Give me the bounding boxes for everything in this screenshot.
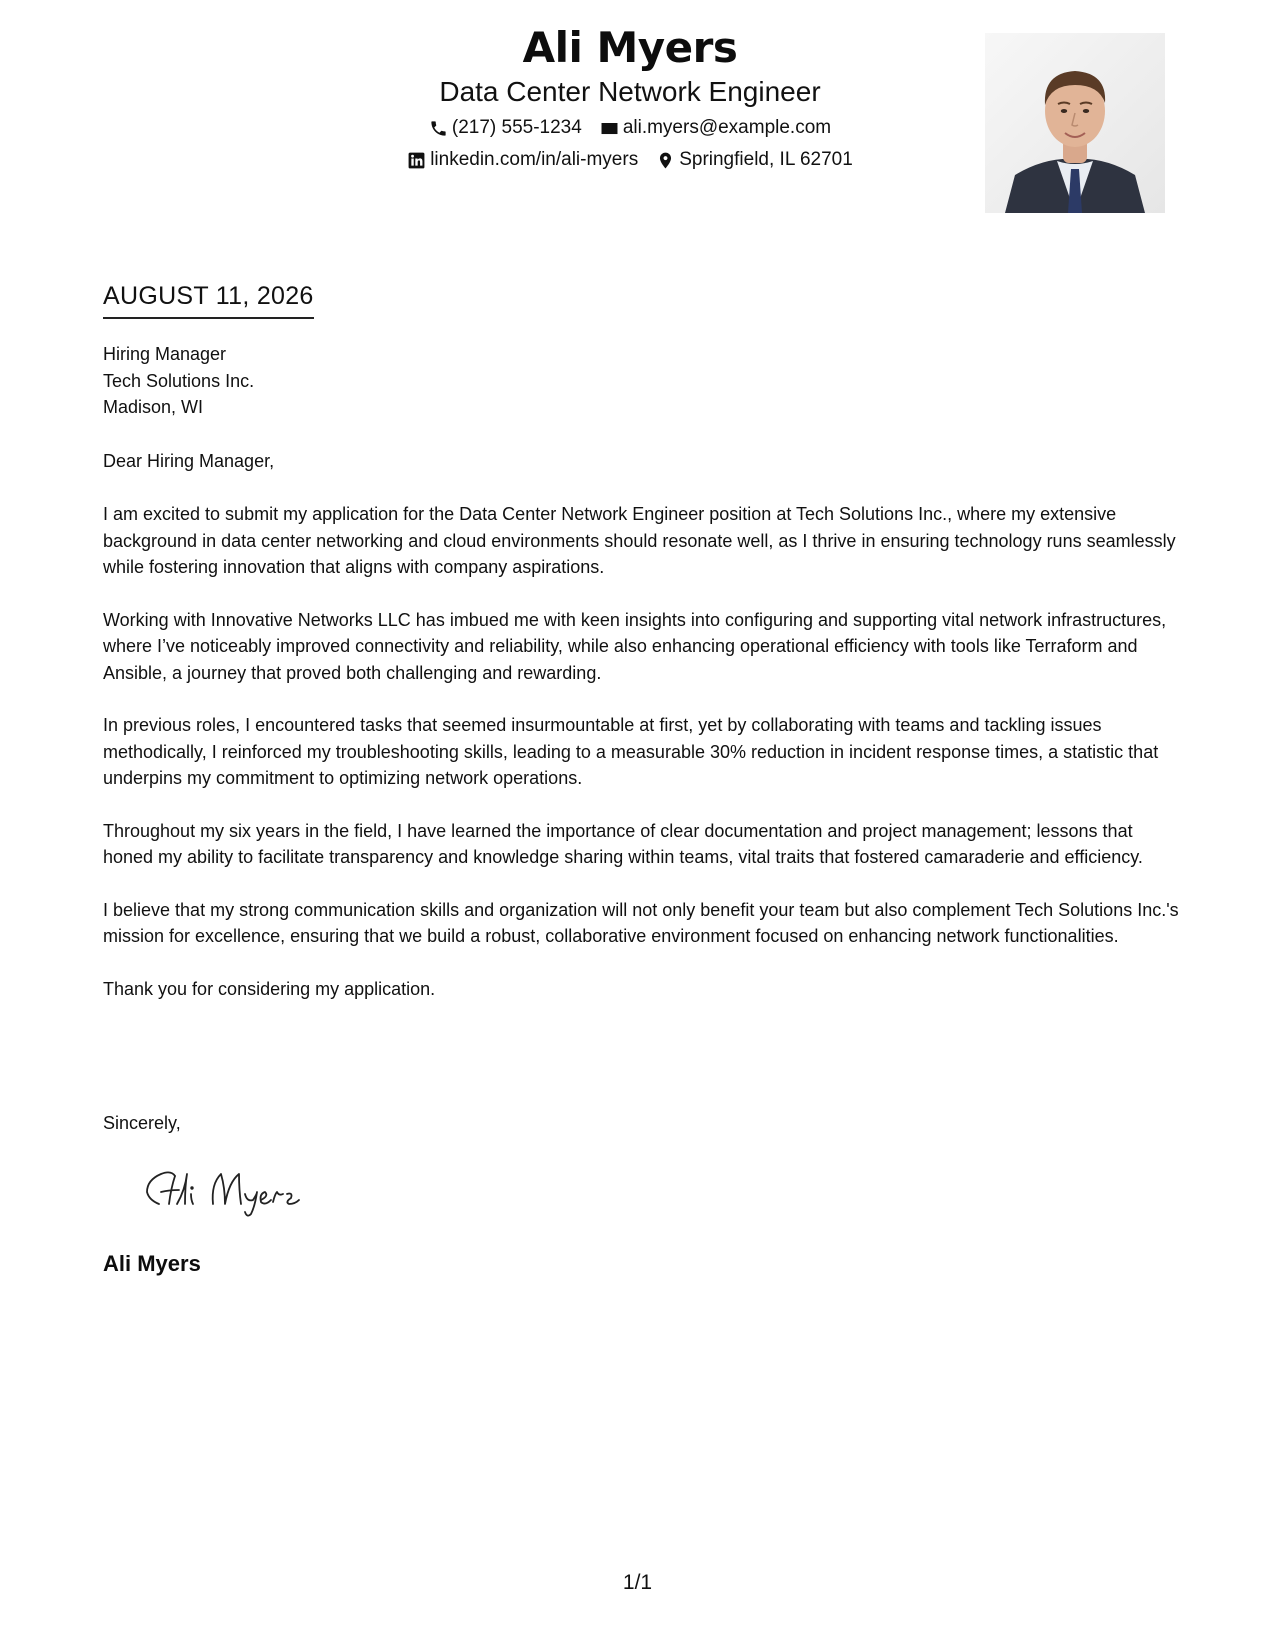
phone-text: (217) 555-1234 [451, 117, 582, 138]
recipient-company: Tech Solutions Inc. [103, 370, 255, 391]
recipient-block [103, 341, 1183, 421]
signer-name: Ali Myers [103, 1251, 201, 1276]
map-marker-icon [656, 151, 675, 170]
applicant-name: Ali Myers [522, 23, 738, 72]
contact-row-primary [330, 116, 930, 140]
phone-icon [429, 119, 448, 138]
body-paragraph: Thank you for considering my application. [103, 978, 436, 999]
body-paragraph: Throughout my six years in the field, I have learned the importance of clear documentation and project management; lessons that honed my ability to facilitate transparency and knowledge sharing within teams, vital traits that fostered camaraderie and efficiency. [103, 820, 1143, 867]
email-text[interactable]: ali.myers@example.com [622, 117, 832, 138]
letter-header [330, 22, 930, 172]
body-paragraph: In previous roles, I encountered tasks that seemed insurmountable at first, yet by collaborating with teams and tackling issues methodically, I reinforced my troubleshooting skills, leading to a measurable 30% reduction in incident response times, a statistic that underpins my commitment to optimizing network operations. [103, 715, 1159, 788]
linkedin-text[interactable]: linkedin.com/in/ali-myers [430, 149, 639, 170]
body-paragraph: I am excited to submit my application for the Data Center Network Engineer position at Tech Solutions Inc., where my extensive background in data center networking and cloud environments should resonate well, as I thrive in ensuring technology runs seamlessly while fostering innovation that aligns with company aspirations. [103, 504, 1176, 577]
closing: Sincerely, [103, 1113, 181, 1133]
body-paragraph: Working with Innovative Networks LLC has imbued me with keen insights into configuring and supporting vital network infrastructures, where I’ve noticeably improved connectivity and reliability, while also enhancing operational efficiency with tools like Terraform and Ansible, a journey that proved both challenging and rewarding. [103, 609, 1167, 683]
envelope-icon [600, 119, 619, 138]
contact-linkedin[interactable] [407, 148, 638, 172]
linkedin-icon [407, 151, 426, 170]
contact-phone [429, 116, 582, 140]
recipient-role: Hiring Manager [103, 344, 227, 364]
contact-row-secondary [330, 148, 930, 172]
contact-location [656, 148, 853, 172]
applicant-title: Data Center Network Engineer [439, 76, 821, 107]
salutation: Dear Hiring Manager, [103, 451, 275, 471]
applicant-photo [985, 33, 1165, 213]
letter-body [103, 501, 1183, 1028]
location-text: Springfield, IL 62701 [679, 149, 853, 170]
body-paragraph: I believe that my strong communication skills and organization will not only benefit your team but also complement Tech Solutions Inc.'s mission for excellence, ensuring that we build a robust, collaborative environment focused on enhancing network functionalities. [103, 899, 1179, 946]
contact-email[interactable] [600, 116, 831, 140]
page-number: 1/1 [622, 1571, 653, 1594]
handwritten-signature [135, 1160, 335, 1220]
letter-date: AUGUST 11, 2026 [103, 281, 314, 319]
recipient-location: Madison, WI [103, 397, 204, 417]
